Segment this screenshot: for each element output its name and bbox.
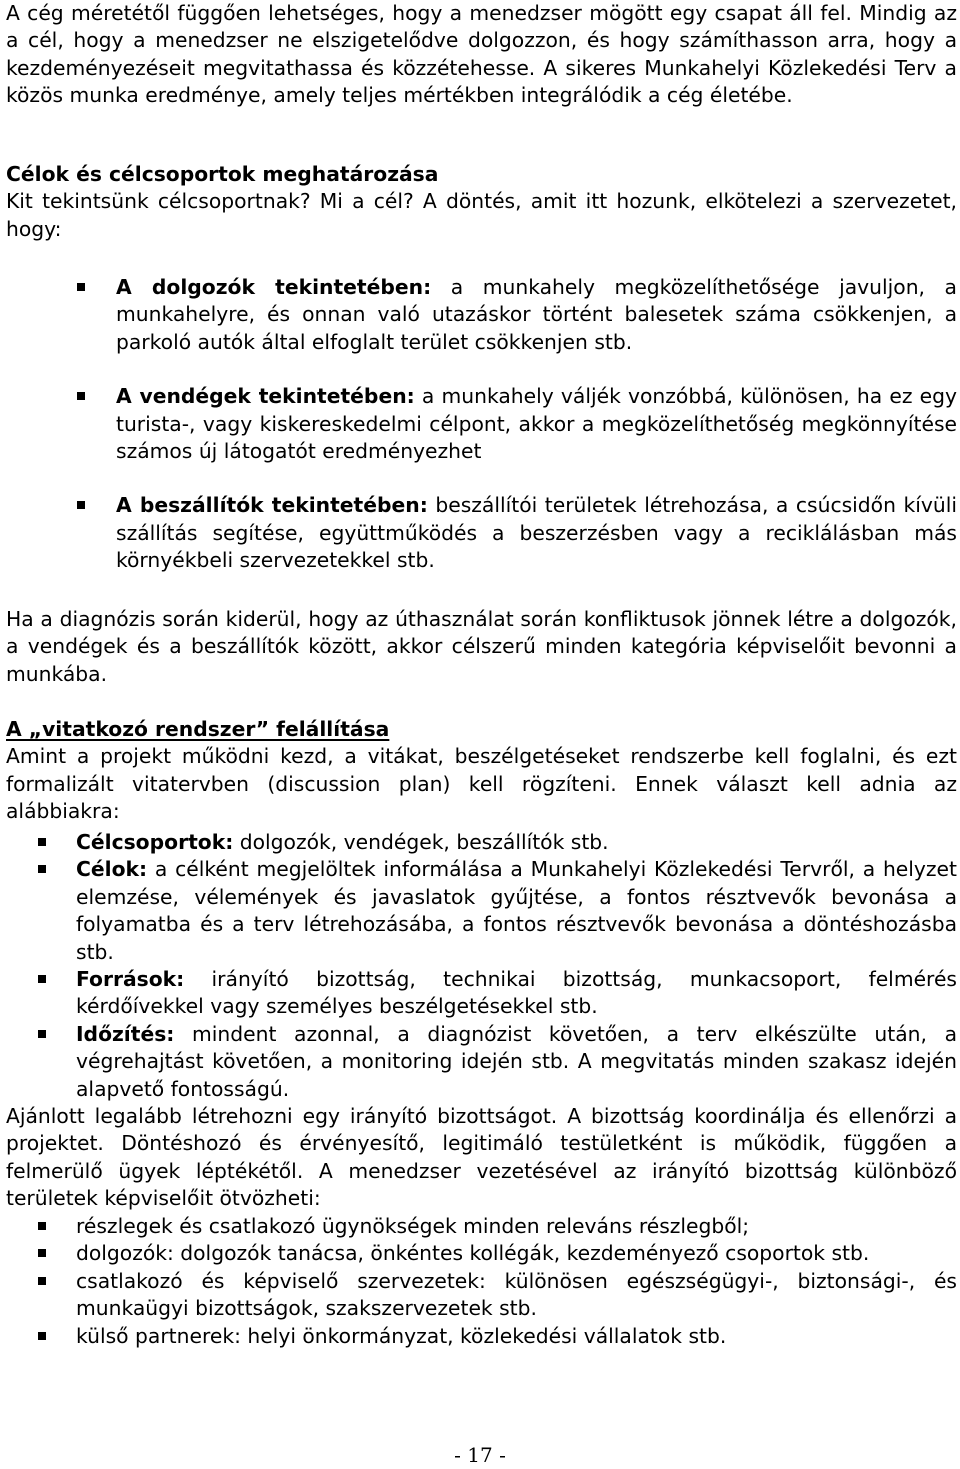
list-item: [6, 274, 957, 356]
bullet-list-committee-members: [6, 1213, 957, 1350]
list-item-text: irányító bizottság, technikai bizottság, munkacsoport, felmérés kérdőívekkel vagy személyes beszélgetésekkel stb.: [76, 967, 957, 1019]
section-discussion: [6, 716, 957, 826]
list-item-text: mindent azonnal, a diagnózist követően, a terv elkészülte után, a végrehajtást követően, a monitoring idején stb. A megvitatás minden szakasz idején alapvető fontosságú.: [76, 1021, 957, 1101]
bullet-list-discussion-plan: [6, 829, 957, 1103]
bullet-square-icon: [38, 865, 46, 873]
list-item-text: csatlakozó és képviselő szervezetek: különösen egészségügyi-, biztonsági-, és munkaügyi bizottságok, szakszervezetek stb.: [76, 1268, 957, 1321]
list-item-label: Források:: [76, 967, 185, 992]
bullet-square-icon: [77, 283, 85, 291]
bullet-square-icon: [77, 501, 85, 509]
bullet-square-icon: [38, 1277, 46, 1285]
list-item-label: Célok:: [76, 857, 148, 882]
list-item-text: a munkahely váljék vonzóbbá, különösen, ha ez egy turista-, vagy kiskereskedelmi célpont, akkor a megközelíthetőség megkönnyítése számos új látogatót eredményezhet: [116, 384, 957, 464]
list-item: [6, 1323, 957, 1350]
bullet-list-target-groups: [6, 274, 957, 575]
section-heading-goals: Célok és célcsoportok meghatározása: [6, 162, 439, 186]
list-item: [6, 1240, 957, 1267]
bullet-square-icon: [38, 1030, 46, 1038]
list-item: [6, 383, 957, 465]
paragraph-discussion: Amint a projekt működni kezd, a vitákat, beszélgetéseket rendszerbe kell foglalni, és ezt formalizált vitatervben (discussion plan) kell rögzíteni. Ennek választ kell adnia az alábbiakra:: [6, 744, 957, 824]
list-item-text: a célként megjelöltek informálása a Munkahelyi Közlekedési Tervről, a helyzet elemzése, vélemények és javaslatok gyűjtése, a fontos résztvevők bevonása a folyamatba és a terv létrehozásába, a fontos résztvevők bevonása a döntéshozásba stb.: [76, 857, 957, 964]
list-item: [6, 492, 957, 574]
list-item-text: dolgozók, vendégek, beszállítók stb.: [233, 830, 609, 854]
paragraph-goals: Kit tekintsünk célcsoportnak? Mi a cél? A döntés, amit itt hozunk, elkötelezi a szervezetet, hogy:: [6, 189, 957, 241]
bullet-square-icon: [38, 975, 46, 983]
list-item-text: beszállítói területek létrehozása, a csúcsidőn kívüli szállítás segítése, együttműködés a beszerzésben vagy a reciklálásban más környékbeli szervezetekkel stb.: [116, 493, 957, 573]
bullet-square-icon: [38, 1222, 46, 1230]
list-item: [6, 856, 957, 966]
list-item-label: Időzítés:: [76, 1021, 175, 1046]
list-item-text: a munkahely megközelíthetősége javuljon, a munkahelyre, és onnan való utazáskor történt balesetek száma csökkenjen, a parkoló autók által elfoglalt terület csökkenjen stb.: [116, 275, 957, 354]
list-item: [6, 1268, 957, 1323]
list-item-label: A beszállítók tekintetében:: [116, 493, 428, 518]
section-goals: [6, 161, 957, 243]
list-item: [6, 966, 957, 1021]
list-item: [6, 829, 957, 856]
bullet-square-icon: [38, 838, 46, 846]
list-item-label: A vendégek tekintetében:: [116, 384, 415, 409]
paragraph-text: A cég méretétől függően lehetséges, hogy a menedzser mögött egy csapat áll fel. Mindig az a cél, hogy a menedzser ne elszigetelődve dolgozzon, és hogy számíthasson arra, hogy a kezdeményezéseit megvitathassa és közzétehesse. A sikeres Munkahelyi Közlekedési Terv a közös munka eredménye, amely teljes mértékben integrálódik a cég életébe.: [6, 1, 957, 108]
bullet-square-icon: [77, 392, 85, 400]
list-item: [6, 1213, 957, 1240]
page-number: - 17 -: [454, 1443, 506, 1467]
list-item-label: A dolgozók tekintetében:: [116, 275, 432, 299]
list-item-text: részlegek és csatlakozó ügynökségek minden releváns részlegből;: [76, 1214, 750, 1238]
bullet-square-icon: [38, 1249, 46, 1257]
paragraph-conflicts: [6, 606, 957, 688]
list-item-text: dolgozók: dolgozók tanácsa, önkéntes kollégák, kezdeményező csoportok stb.: [76, 1241, 870, 1266]
paragraph-steering-committee: [6, 1103, 957, 1213]
paragraph-intro: [6, 0, 957, 110]
list-item: [6, 1021, 957, 1103]
paragraph-text: Ajánlott legalább létrehozni egy irányító bizottságot. A bizottság koordinálja és ellenőrzi a projektet. Döntéshozó és érvényesítő, legitimáló testületként is működik, függően a felmerülő ügyek léptékétől. A menedzser vezetésével az irányító bizottság különböző területek képviselőit ötvözheti:: [6, 1104, 957, 1211]
bullet-square-icon: [38, 1332, 46, 1340]
list-item-label: Célcsoportok:: [76, 830, 234, 854]
section-heading-discussion: A „vitatkozó rendszer” felállítása: [6, 717, 390, 741]
list-item-text: külső partnerek: helyi önkormányzat, közlekedési vállalatok stb.: [76, 1323, 727, 1348]
paragraph-text: Ha a diagnózis során kiderül, hogy az úthasználat során konfliktusok jönnek létre a dolgozók, a vendégek és a beszállítók között, akkor célszerű minden kategória képviselőit bevonni a munkába.: [6, 607, 957, 686]
